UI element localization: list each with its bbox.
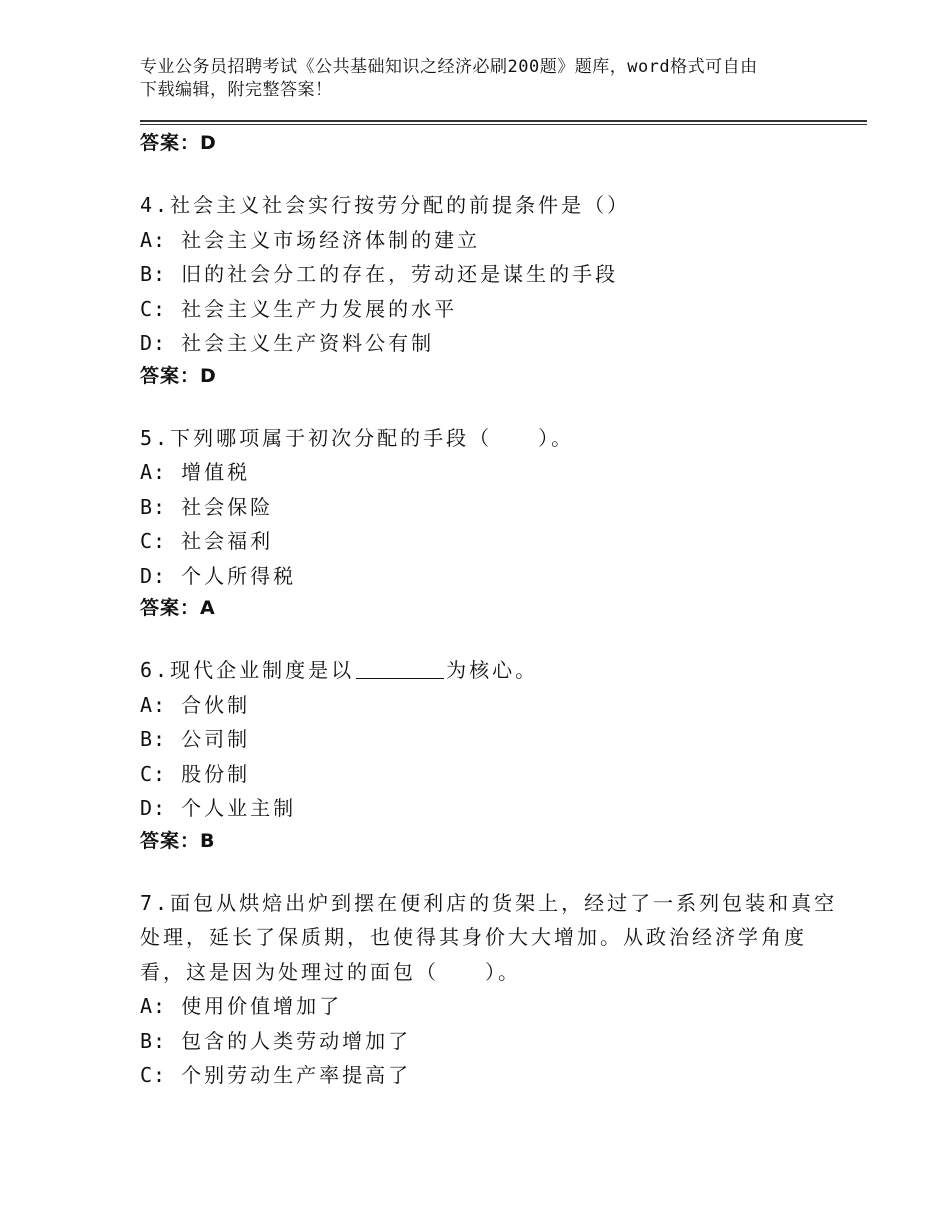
option-text: 社会主义生产力发展的水平 [181,296,458,321]
question-number: 4. [140,193,171,217]
option-text: 包含的人类劳动增加了 [181,1028,412,1053]
option-key: A: [140,692,167,717]
question-text: 面包从烘焙出炉到摆在便利店的货架上，经过了一系列包装和真空 [170,890,838,915]
option-key: B: [140,262,167,286]
option-text: 社会福利 [181,529,274,553]
option-a [140,688,840,723]
question-stem [140,886,840,921]
question-list [140,128,840,1093]
question-stem-continued: 看，这是因为处理过的面包（ ）。 [140,959,521,984]
option-key: D: [140,331,167,355]
header-title-line-2: 下载编辑，附完整答案！ [140,80,333,100]
option-key: D: [140,563,167,588]
option-key: B: [140,727,167,751]
option-text: 个别劳动生产率提高了 [181,1063,412,1087]
option-key: C: [140,529,167,553]
option-a [140,223,840,258]
option-key: D: [140,796,167,820]
option-text: 个人所得税 [181,563,297,588]
option-key: C: [140,296,167,321]
question-stem [140,421,840,456]
option-d [140,326,840,361]
question-text: 社会主义社会实行按劳分配的前提条件是（） [170,193,631,217]
question-text-after-blank: 为核心。 [446,658,539,682]
header-title-line-1: 专业公务员招聘考试《公共基础知识之经济必刷200题》题库，word格式可自由 [140,57,758,77]
option-c [140,1058,840,1093]
option-text: 增值税 [181,460,251,484]
option-text: 使用价值增加了 [181,994,343,1018]
answer-line: 答案：D [140,364,217,387]
question-5 [140,421,840,624]
option-text: 社会主义生产资料公有制 [181,331,435,355]
option-d [140,791,840,826]
question-stem [140,188,840,223]
answer-line: 答案：A [140,597,216,619]
answer-line: 答案：D [140,132,217,154]
option-text: 社会主义市场经济体制的建立 [181,227,481,252]
option-key: A: [140,227,167,252]
option-key: B: [140,494,167,519]
option-key: A: [140,460,167,484]
fill-in-blank [356,658,444,679]
question-text-before-blank: 现代企业制度是以 [170,658,355,682]
option-a [140,989,840,1024]
option-b [140,257,840,292]
option-b [140,722,840,757]
option-key: C: [140,1063,167,1087]
question-text: 下列哪项属于初次分配的手段（ ）。 [170,425,575,450]
option-c [140,524,840,559]
option-c [140,292,840,327]
question-stem-continued: 处理，延长了保质期，也使得其身价大大增加。从政治经济学角度 [140,925,807,949]
option-b [140,1024,840,1059]
option-text: 股份制 [181,761,251,786]
option-b [140,490,840,525]
option-text: 旧的社会分工的存在，劳动还是谋生的手段 [181,262,619,286]
option-a [140,455,840,490]
question-number: 7. [140,890,171,915]
question-7 [140,886,840,1093]
page-header [140,56,840,102]
question-stem [140,653,840,688]
option-text: 个人业主制 [181,796,297,820]
question-number: 5. [140,425,171,450]
option-key: A: [140,994,167,1018]
option-key: C: [140,761,167,786]
header-divider [140,120,867,125]
option-text: 公司制 [181,727,251,751]
question-4 [140,188,840,391]
option-text: 社会保险 [181,494,274,519]
question-number: 6. [140,658,171,682]
answer-line: 答案：B [140,829,216,852]
question-6 [140,653,840,856]
option-text: 合伙制 [181,692,251,717]
option-key: B: [140,1028,167,1053]
option-d [140,559,840,594]
option-c [140,757,840,792]
